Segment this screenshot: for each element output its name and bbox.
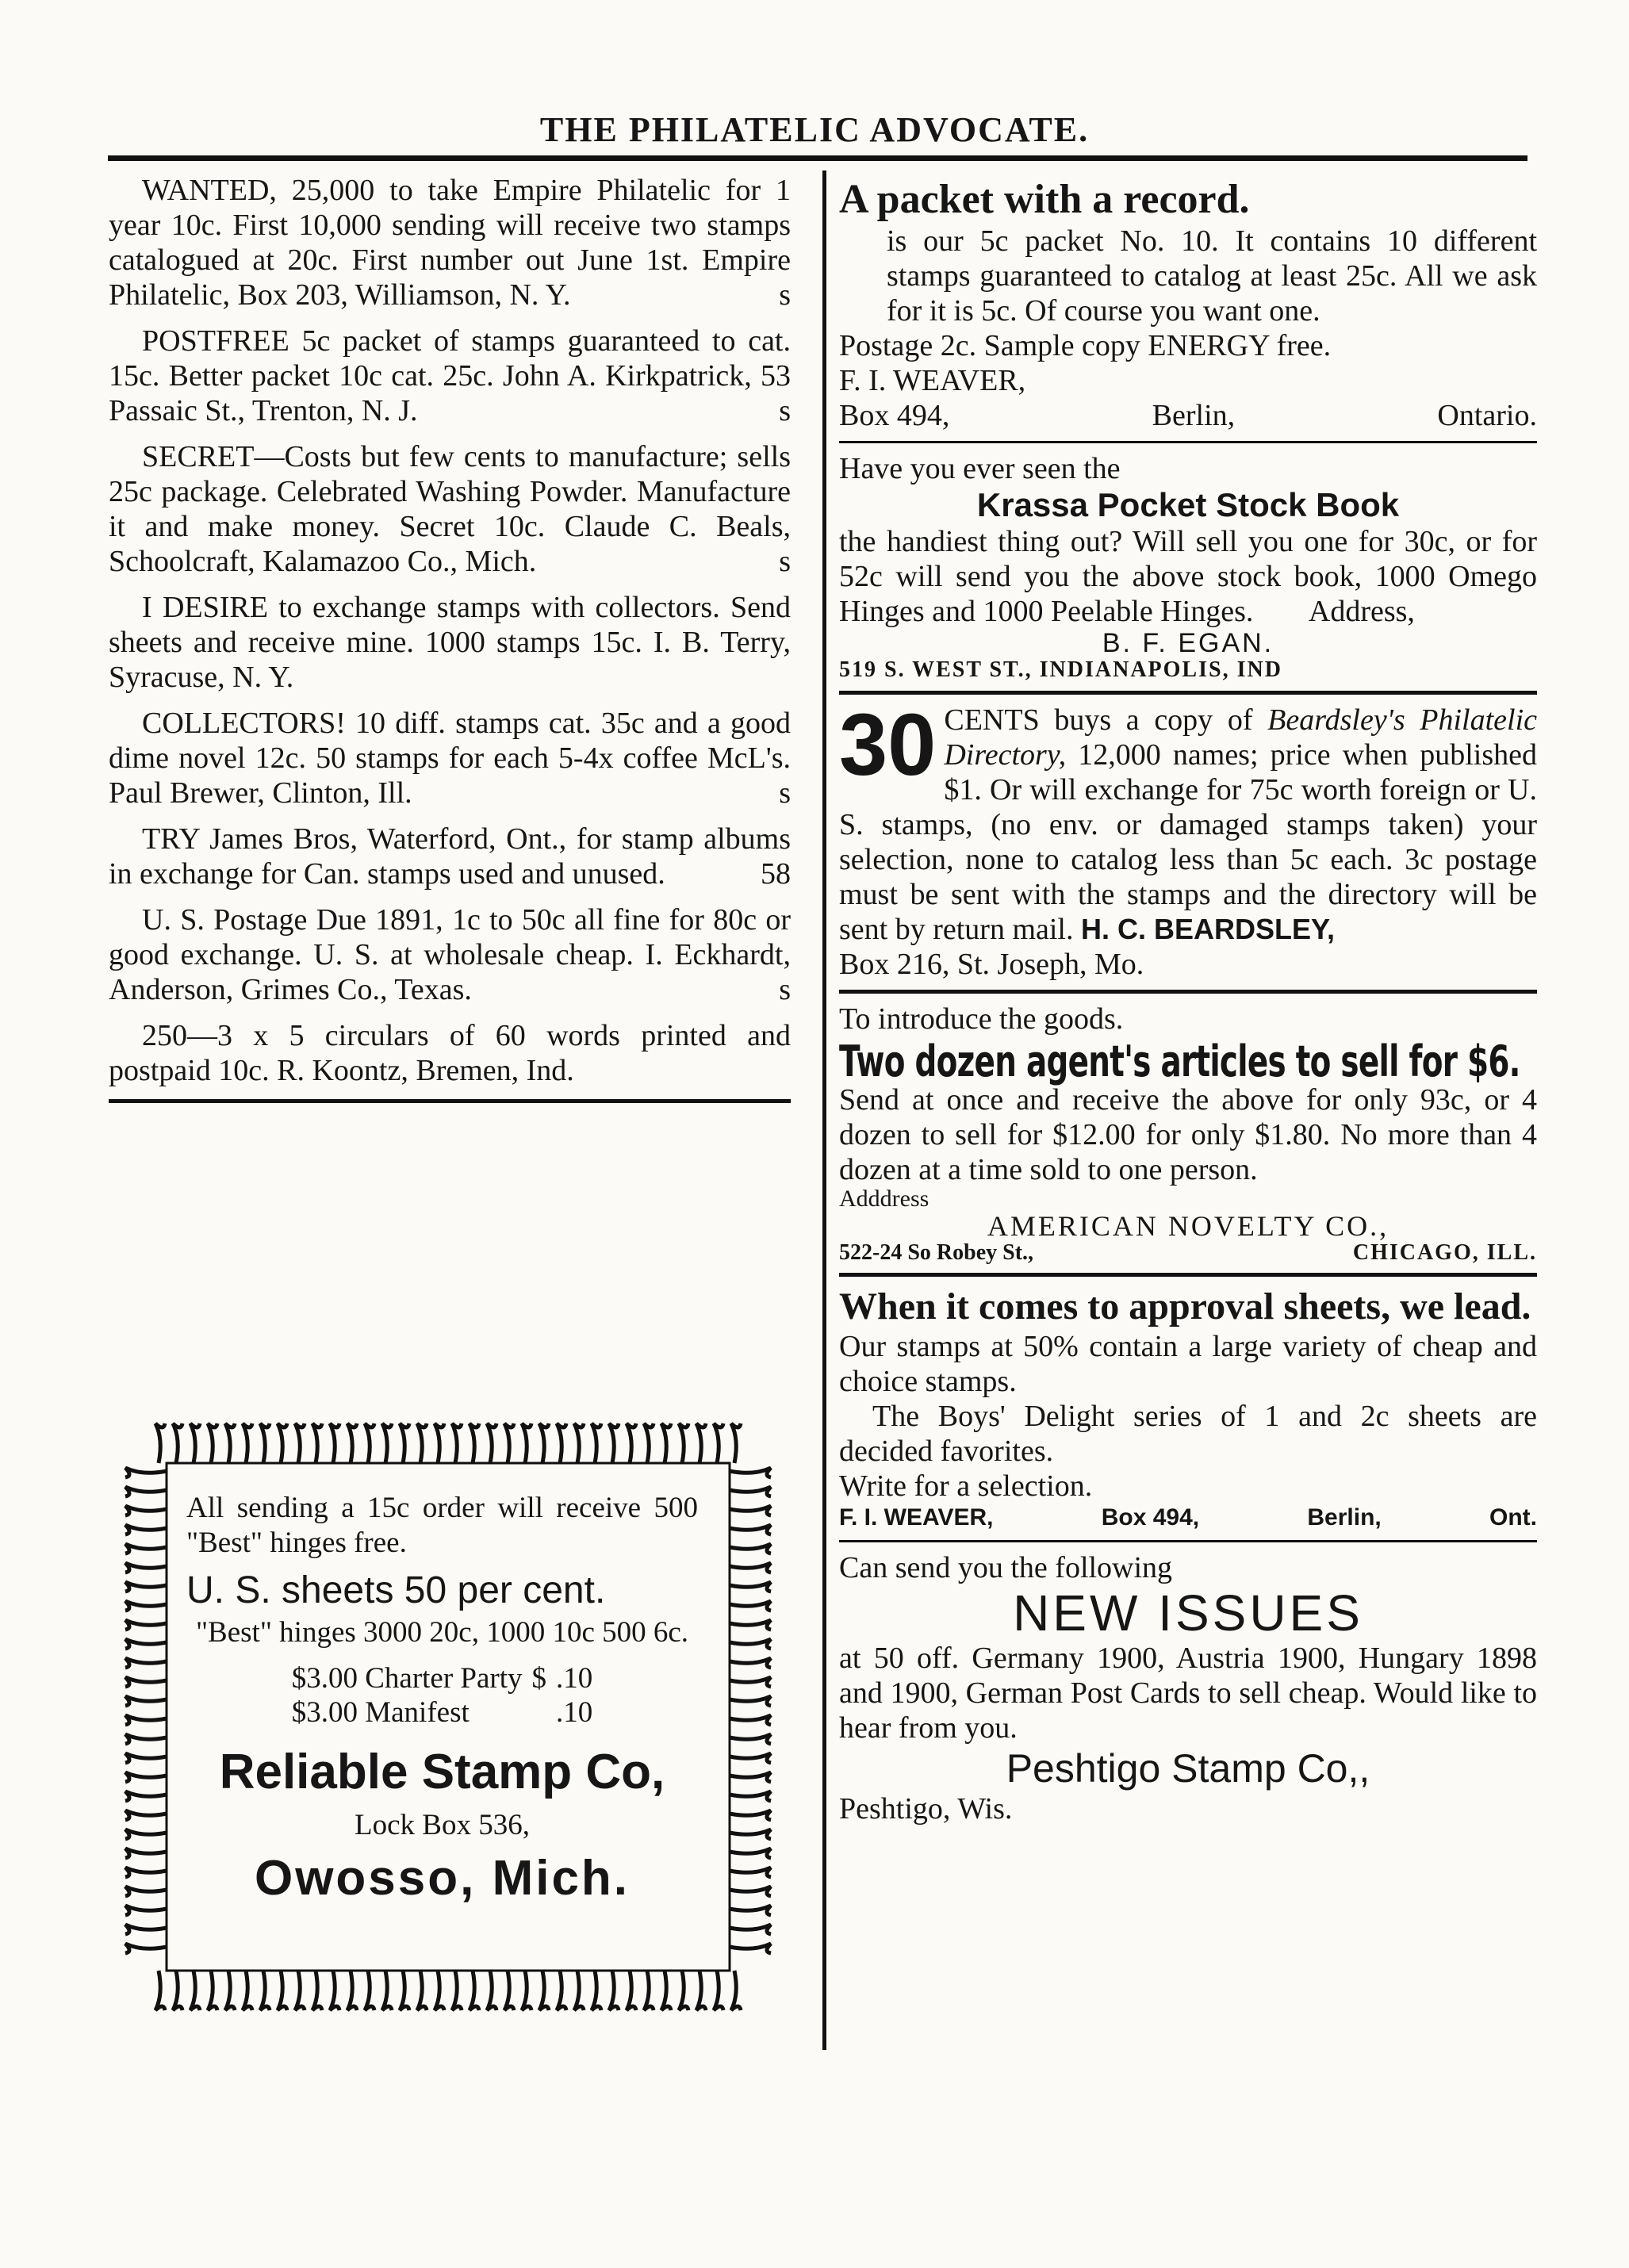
classified-text: COLLECTORS! 10 diff. stamps cat. 35c and a good dime novel 12c. 50 stamps for each 5-4x coffee McL's. Paul Brewer, Clinton, Ill. xyxy=(109,707,791,810)
classified-text: SECRET—Costs but few cents to manufacture; sells 25c package. Celebrated Washing Powder. Manufacture it and make money. Secret 10c. Claude C. Beals, Schoolcraft, Kalamazoo Co., Mich. xyxy=(109,440,791,578)
reliable-stamp-ad xyxy=(111,1408,785,2026)
classified-text: POSTFREE 5c packet of stamps guaranteed to cat. 15c. Better packet 10c cat. 25c. John A. Kirkpatrick, 53 Passaic St., Trenton, N. J. xyxy=(109,324,791,427)
peshtigo-body: at 50 off. Germany 1900, Austria 1900, Hungary 1898 and 1900, German Post Cards to sell cheap. Would like to hear from you. xyxy=(839,1642,1537,1745)
reliable-hinges: "Best" hinges 3000 20c, 1000 10c 500 6c. xyxy=(195,1616,689,1649)
packet-ad xyxy=(839,176,1537,433)
item-symbol: $ xyxy=(531,1662,547,1695)
krassa-title: Krassa Pocket Stock Book xyxy=(976,486,1400,523)
novelty-ad xyxy=(839,1002,1537,1265)
novelty-address-label: Adddress xyxy=(839,1186,929,1212)
packet-prov: Ontario. xyxy=(1437,399,1537,432)
krassa-name: B. F. EGAN. xyxy=(1102,628,1274,658)
beardsley-lead: CENTS buys a copy of xyxy=(944,703,1253,737)
novelty-body: Send at once and receive the above for only 93c, or 4 dozen to sell for $12.00 for only $1.80. No more than 4 dozen at a time sold to one person. xyxy=(839,1083,1537,1186)
packet-name: F. I. WEAVER, xyxy=(839,364,1026,397)
reliable-city: Owosso, Mich. xyxy=(254,1851,631,1906)
krassa-ad xyxy=(839,451,1537,683)
krassa-body xyxy=(839,524,1537,629)
divider xyxy=(839,990,1537,994)
reliable-sheets: U. S. sheets 50 per cent. xyxy=(186,1569,606,1611)
classified-text: 250—3 x 5 circulars of 60 words printed and postpaid 10c. R. Koontz, Bremen, Ind. xyxy=(109,1019,791,1087)
peshtigo-town: Peshtigo, Wis. xyxy=(839,1792,1013,1826)
reliable-price-table xyxy=(287,1661,598,1730)
classified-mark: s xyxy=(779,394,791,427)
classified-mark: s xyxy=(779,278,791,312)
approval-write: Write for a selection. xyxy=(839,1469,1093,1503)
krassa-text: the handiest thing out? Will sell you one for 30c, or for 52c will send you the above stock book, 1000 Omego Hinges and 1000 Peelable Hinges. xyxy=(839,525,1537,628)
classified-ad xyxy=(109,439,791,579)
novelty-street: 522-24 So Robey St., xyxy=(839,1240,1034,1265)
divider xyxy=(109,1099,791,1103)
classified-mark: s xyxy=(779,973,791,1006)
approval-body1: Our stamps at 50% contain a large variety of cheap and choice stamps. xyxy=(839,1330,1537,1398)
packet-body: is our 5c packet No. 10. It contains 10 different stamps guaranteed to catalog at least 25c. All we ask for it is 5c. Of course you want one. xyxy=(887,224,1537,328)
beardsley-book: Beardsley's Philatelic Directory, xyxy=(944,703,1537,772)
right-column xyxy=(839,176,1537,1826)
reliable-name: Reliable Stamp Co, xyxy=(219,1745,665,1799)
reliable-box: Lock Box 536, xyxy=(355,1809,530,1841)
approval-address xyxy=(839,1504,1537,1532)
classified-ad xyxy=(109,590,791,695)
krassa-address: 519 S. WEST ST., INDIANAPOLIS, IND xyxy=(839,657,1282,682)
classified-ad xyxy=(109,324,791,428)
novelty-name: AMERICAN NOVELTY CO., xyxy=(987,1210,1389,1242)
novelty-headline: Two dozen agent's articles to sell for $6. xyxy=(839,1036,1520,1086)
table-row xyxy=(287,1661,598,1695)
classified-text: TRY James Bros, Waterford, Ont., for stamp albums in exchange for Can. stamps used and unused. xyxy=(109,822,791,891)
classified-text: I DESIRE to exchange stamps with collectors. Send sheets and receive mine. 1000 stamps 15c. I. B. Terry, Syracuse, N. Y. xyxy=(109,591,791,694)
beardsley-body: 12,000 names; price when published $1. Or will exchange for 75c worth foreign or U. S. stamps, (no env. or damaged stamps taken) your selection, none to catalog less than 5c each. 3c postage must be sent with the stamps and the directory will be sent by return mail. xyxy=(839,738,1537,946)
table-row xyxy=(287,1695,598,1730)
page-header: THE PHILATELIC ADVOCATE. xyxy=(539,110,1090,149)
left-column xyxy=(109,173,791,1111)
packet-box: Box 494, xyxy=(839,399,950,432)
packet-town: Berlin, xyxy=(1152,399,1236,432)
peshtigo-title: NEW ISSUES xyxy=(1013,1584,1363,1642)
beardsley-name: H. C. BEARDSLEY, xyxy=(1080,913,1336,945)
reliable-offer: All sending a 15c order will receive 500 "Best" hinges free. xyxy=(186,1492,698,1559)
packet-postage: Postage 2c. Sample copy ENERGY free. xyxy=(839,329,1332,362)
peshtigo-ad xyxy=(839,1550,1537,1826)
classified-mark: s xyxy=(779,545,791,578)
divider xyxy=(839,691,1537,695)
novelty-city: CHICAGO, ILL. xyxy=(1352,1240,1537,1265)
item-name: $3.00 Manifest xyxy=(291,1696,470,1729)
divider xyxy=(839,1540,1537,1542)
item-price: .10 xyxy=(556,1662,593,1695)
item-name: $3.00 Charter Party xyxy=(291,1662,523,1695)
classified-ad xyxy=(109,902,791,1007)
classified-ad xyxy=(109,1018,791,1088)
classified-ad xyxy=(109,706,791,810)
classified-ad xyxy=(109,173,791,312)
peshtigo-name: Peshtigo Stamp Co,, xyxy=(1006,1746,1370,1791)
krassa-address-label: Address, xyxy=(1308,595,1415,628)
item-price: .10 xyxy=(556,1696,593,1729)
divider xyxy=(839,441,1537,443)
novelty-address xyxy=(839,1241,1537,1265)
approval-headline: When it comes to approval sheets, we lead. xyxy=(839,1285,1531,1327)
approval-name: F. I. WEAVER, xyxy=(839,1504,994,1531)
approval-box: Box 494, xyxy=(1101,1504,1200,1531)
packet-headline: A packet with a record. xyxy=(839,177,1250,222)
approval-body2: The Boys' Delight series of 1 and 2c sheets are decided favorites. xyxy=(839,1400,1537,1468)
approval-prov: Ont. xyxy=(1489,1504,1537,1531)
beardsley-big-number: 30 xyxy=(839,696,937,794)
classified-ad xyxy=(109,822,791,891)
packet-address xyxy=(839,398,1537,433)
novelty-intro: To introduce the goods. xyxy=(839,1002,1124,1036)
classified-mark: 58 xyxy=(761,857,791,891)
column-divider xyxy=(822,170,826,2050)
classified-mark: s xyxy=(779,776,791,810)
classified-text: WANTED, 25,000 to take Empire Philatelic for 1 year 10c. First 10,000 sending will receive two stamps catalogued at 20c. First number out June 1st. Empire Philatelic, Box 203, Williamson, N. Y. xyxy=(109,174,791,312)
approval-ad xyxy=(839,1285,1537,1532)
approval-town: Berlin, xyxy=(1307,1504,1382,1531)
item-symbol xyxy=(527,1695,552,1730)
classified-text: U. S. Postage Due 1891, 1c to 50c all fine for 80c or good exchange. U. S. at wholesale cheap. I. Eckhardt, Anderson, Grimes Co., Texas. xyxy=(109,903,791,1006)
beardsley-box: Box 216, St. Joseph, Mo. xyxy=(839,948,1144,981)
krassa-intro: Have you ever seen the xyxy=(839,452,1121,485)
beardsley-ad xyxy=(839,696,1537,982)
header-rule xyxy=(108,155,1527,161)
divider xyxy=(839,1273,1537,1277)
peshtigo-intro: Can send you the following xyxy=(839,1551,1173,1584)
